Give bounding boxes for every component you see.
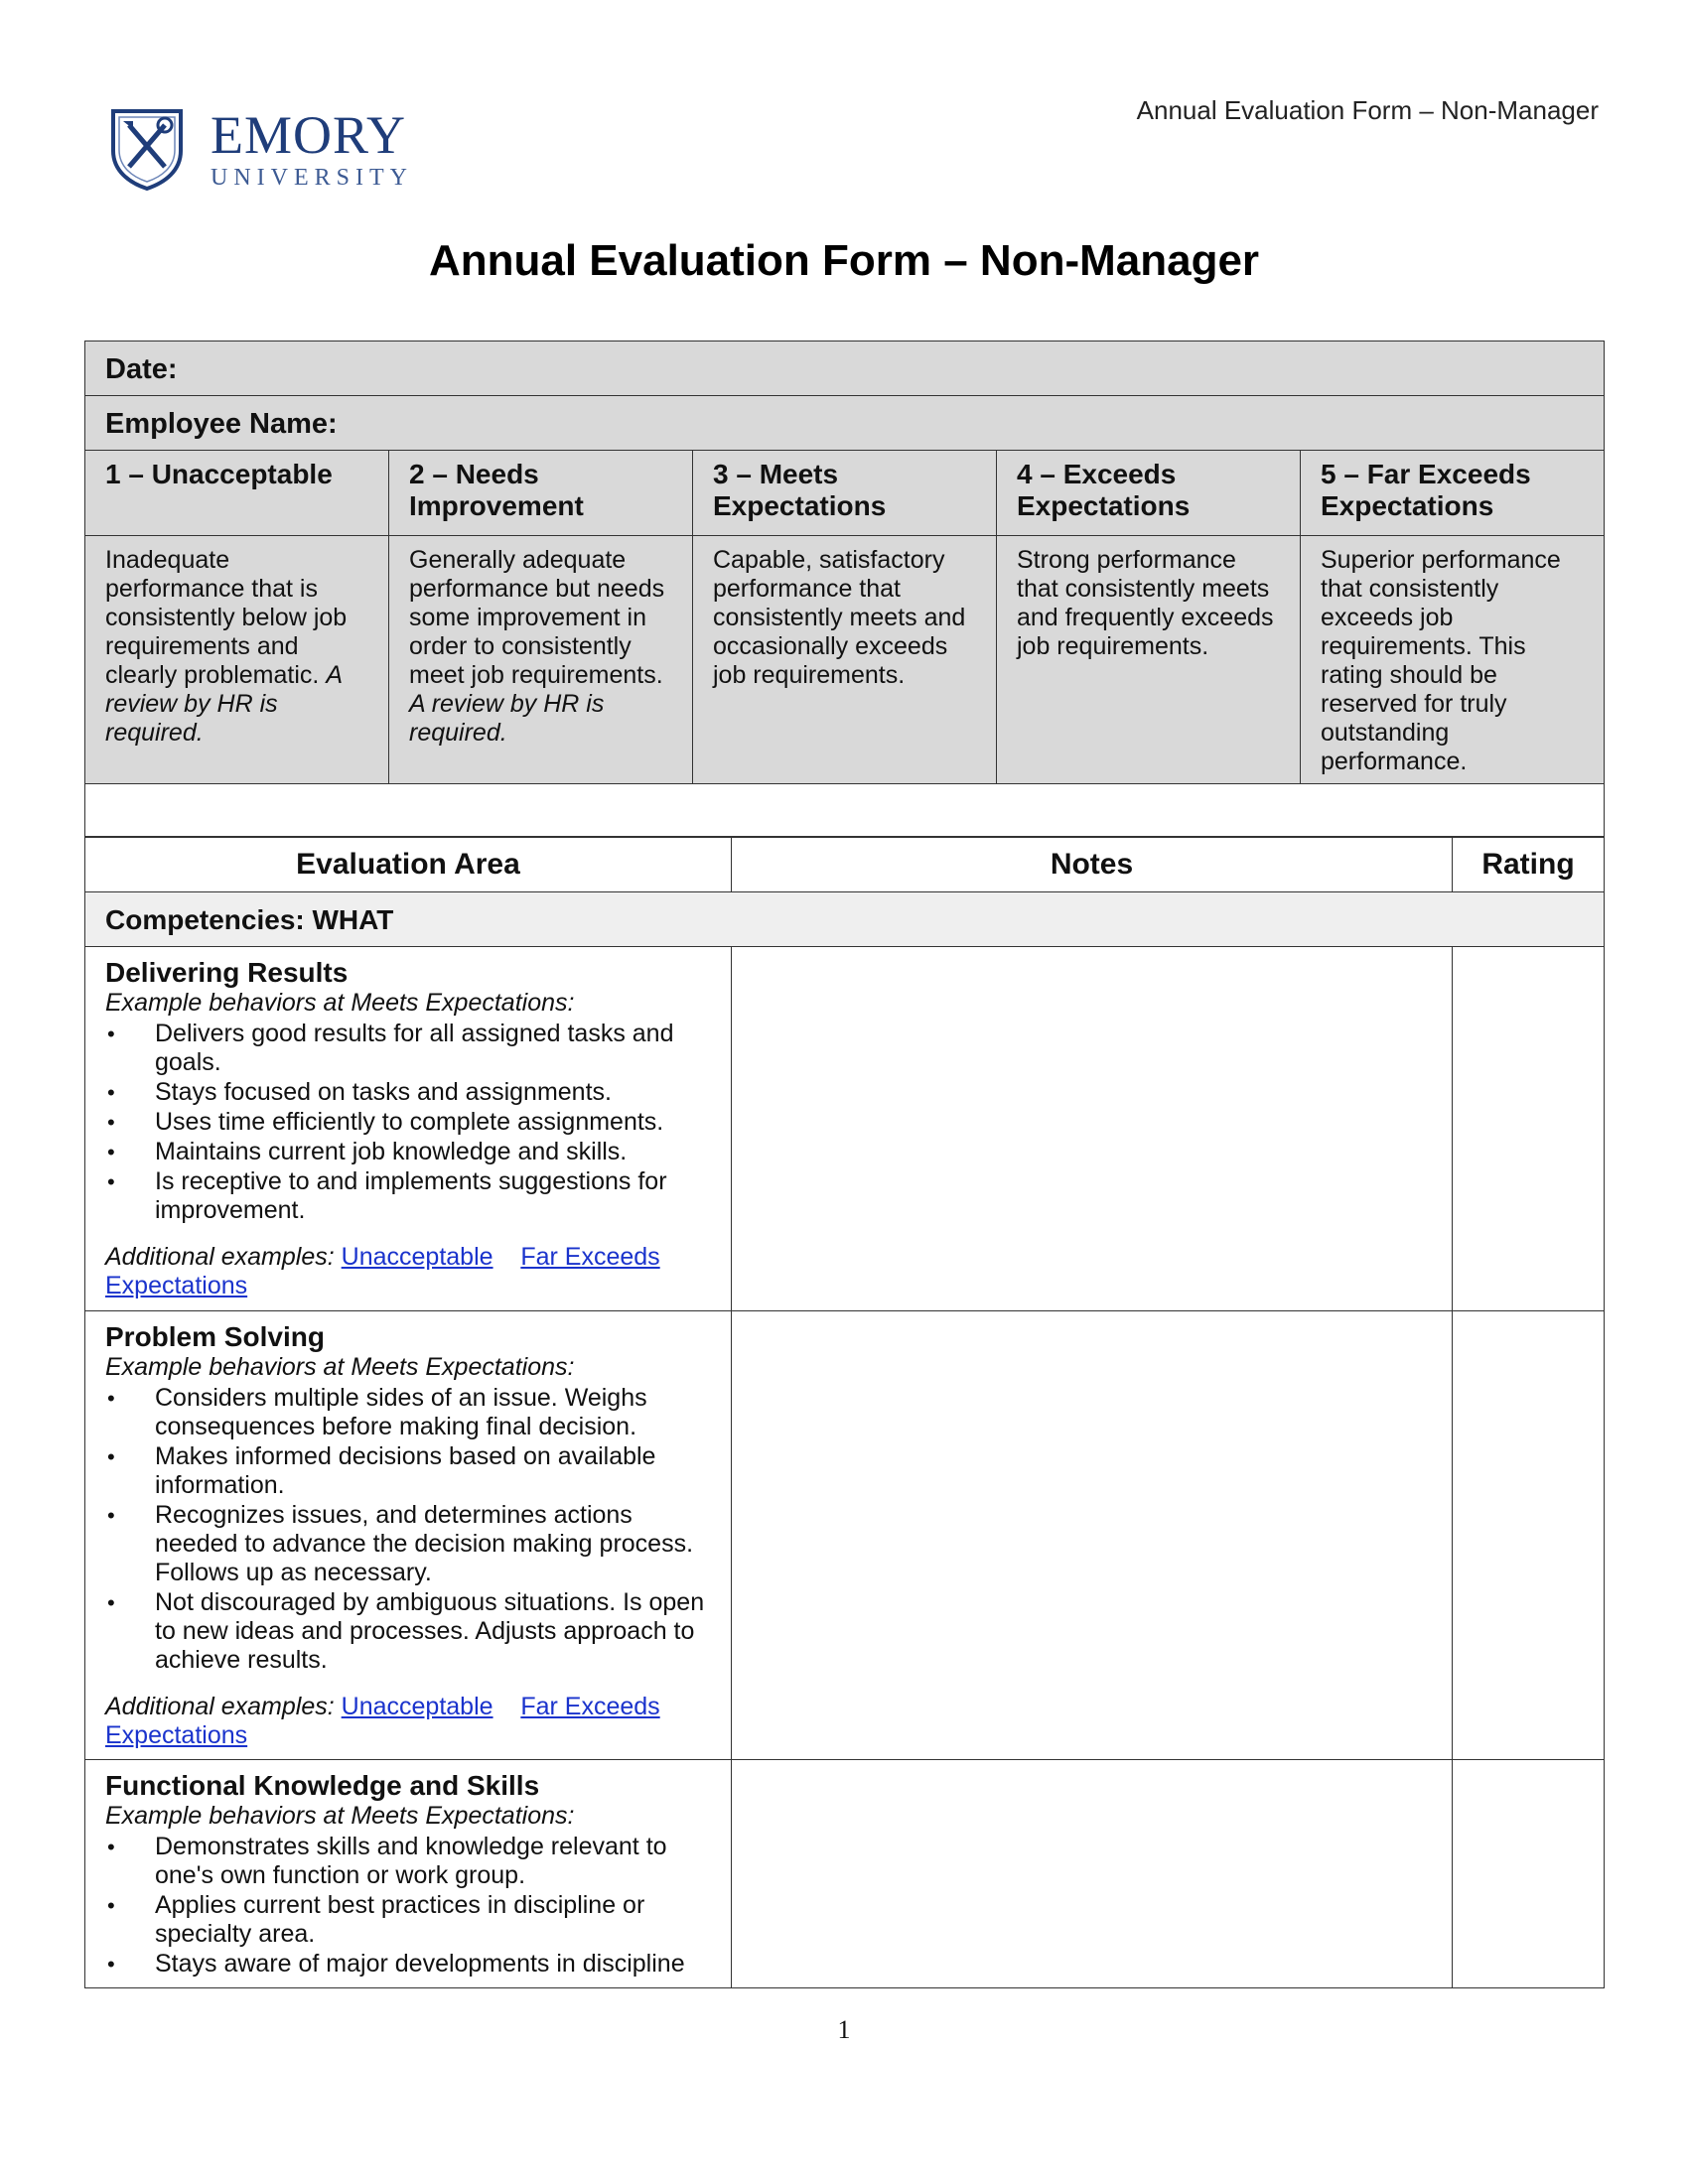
rating-heading-3: 3 – Meets Expectations	[693, 451, 997, 536]
list-item: • Recognizes issues, and determines actions needed to advance the decision making process. Follows up as necessary.	[105, 1501, 711, 1587]
area-subtitle: Example behaviors at Meets Expectations:	[105, 1802, 575, 1830]
unacceptable-link[interactable]: Unacceptable	[341, 1243, 493, 1271]
notes-cell[interactable]	[732, 1311, 1453, 1760]
rating-heading-5: 5 – Far Exceeds Expectations	[1301, 451, 1605, 536]
far-exceeds-link[interactable]: Far Exceeds Expectations	[105, 1243, 660, 1299]
notes-cell[interactable]	[732, 1760, 1453, 1988]
rating-desc-2	[389, 536, 693, 784]
rating-desc-text: Inadequate performance that is consistently below job requirements and clearly problematic.	[105, 546, 348, 689]
rating-hr-note: A review by HR is required.	[409, 690, 605, 747]
behavior-list	[105, 1384, 711, 1675]
list-item: • Delivers good results for all assigned tasks and goals.	[105, 1020, 711, 1077]
list-item: • Demonstrates skills and knowledge relevant to one's own function or work group.	[105, 1833, 711, 1890]
emory-logo	[109, 107, 413, 191]
rating-cell[interactable]	[1453, 947, 1605, 1311]
table-row	[85, 1760, 1605, 1988]
rating-desc-5	[1301, 536, 1605, 784]
area-functional-knowledge	[85, 1760, 732, 1988]
table-row	[85, 947, 1605, 1311]
page-title: Annual Evaluation Form – Non-Manager	[428, 236, 1260, 285]
rating-desc-text: Strong performance that consistently meets and frequently exceeds job requirements.	[1017, 546, 1274, 660]
list-item: • Makes informed decisions based on available information.	[105, 1442, 711, 1500]
employee-name-field[interactable]	[85, 396, 1605, 451]
rating-desc-text: Superior performance that consistently exceeds job requirements. This rating should be reserved for truly outstanding performance.	[1321, 546, 1561, 775]
list-item: • Not discouraged by ambiguous situations. Is open to new ideas and processes. Adjusts approach to achieve results.	[105, 1588, 711, 1675]
area-subtitle: Example behaviors at Meets Expectations:	[105, 989, 575, 1017]
rating-desc-text: Generally adequate performance but needs some improvement in order to consistently meet job requirements.	[409, 546, 665, 689]
rating-scale-table	[84, 341, 1605, 837]
page-number: 1	[837, 2015, 851, 2044]
list-item: • Maintains current job knowledge and skills.	[105, 1138, 711, 1166]
area-title: Functional Knowledge and Skills	[105, 1770, 540, 1801]
employee-name-label: Employee Name:	[105, 408, 338, 440]
area-problem-solving	[85, 1311, 732, 1760]
rating-cell[interactable]	[1453, 1311, 1605, 1760]
rating-desc-text: Capable, satisfactory performance that consistently meets and occasionally exceeds job requirements.	[713, 546, 966, 689]
area-subtitle: Example behaviors at Meets Expectations:	[105, 1353, 575, 1381]
notes-cell[interactable]	[732, 947, 1453, 1311]
far-exceeds-link[interactable]: Far Exceeds Expectations	[105, 1693, 660, 1749]
additional-examples-label: Additional examples:	[105, 1243, 335, 1271]
list-item: • Stays focused on tasks and assignments.	[105, 1078, 711, 1107]
behavior-list	[105, 1833, 711, 1979]
rating-cell[interactable]	[1453, 1760, 1605, 1988]
evaluation-table	[84, 837, 1605, 1988]
rating-desc-1	[85, 536, 389, 784]
spacer-row	[85, 784, 1605, 837]
rating-desc-4	[997, 536, 1301, 784]
list-item: • Uses time efficiently to complete assignments.	[105, 1108, 711, 1137]
date-field[interactable]	[85, 341, 1605, 396]
col-header-evaluation-area: Evaluation Area	[85, 838, 732, 892]
table-row	[85, 1311, 1605, 1760]
list-item: • Considers multiple sides of an issue. Weighs consequences before making final decision.	[105, 1384, 711, 1441]
date-label: Date:	[105, 353, 178, 385]
additional-examples	[105, 1243, 711, 1300]
competencies-section-label: Competencies: WHAT	[85, 892, 1605, 947]
running-header: Annual Evaluation Form – Non-Manager	[1136, 95, 1599, 125]
logo-subtitle: UNIVERSITY	[211, 165, 413, 191]
rating-heading-2: 2 – Needs Improvement	[389, 451, 693, 536]
list-item: • Is receptive to and implements suggestions for improvement.	[105, 1167, 711, 1225]
emory-shield-icon	[109, 107, 185, 191]
additional-examples	[105, 1693, 711, 1750]
col-header-notes: Notes	[732, 838, 1453, 892]
rating-heading-1: 1 – Unacceptable	[85, 451, 389, 536]
additional-examples-label: Additional examples:	[105, 1693, 335, 1720]
area-title: Problem Solving	[105, 1321, 325, 1352]
list-item: • Applies current best practices in discipline or specialty area.	[105, 1891, 711, 1949]
behavior-list	[105, 1020, 711, 1225]
rating-heading-4: 4 – Exceeds Expectations	[997, 451, 1301, 536]
area-delivering-results	[85, 947, 732, 1311]
logo-wordmark: EMORY	[211, 105, 407, 165]
rating-hr-note: A review by HR is required.	[105, 661, 343, 747]
col-header-rating: Rating	[1453, 838, 1605, 892]
unacceptable-link[interactable]: Unacceptable	[341, 1693, 493, 1720]
area-title: Delivering Results	[105, 957, 349, 988]
rating-desc-3	[693, 536, 997, 784]
list-item: • Stays aware of major developments in discipline	[105, 1950, 711, 1979]
